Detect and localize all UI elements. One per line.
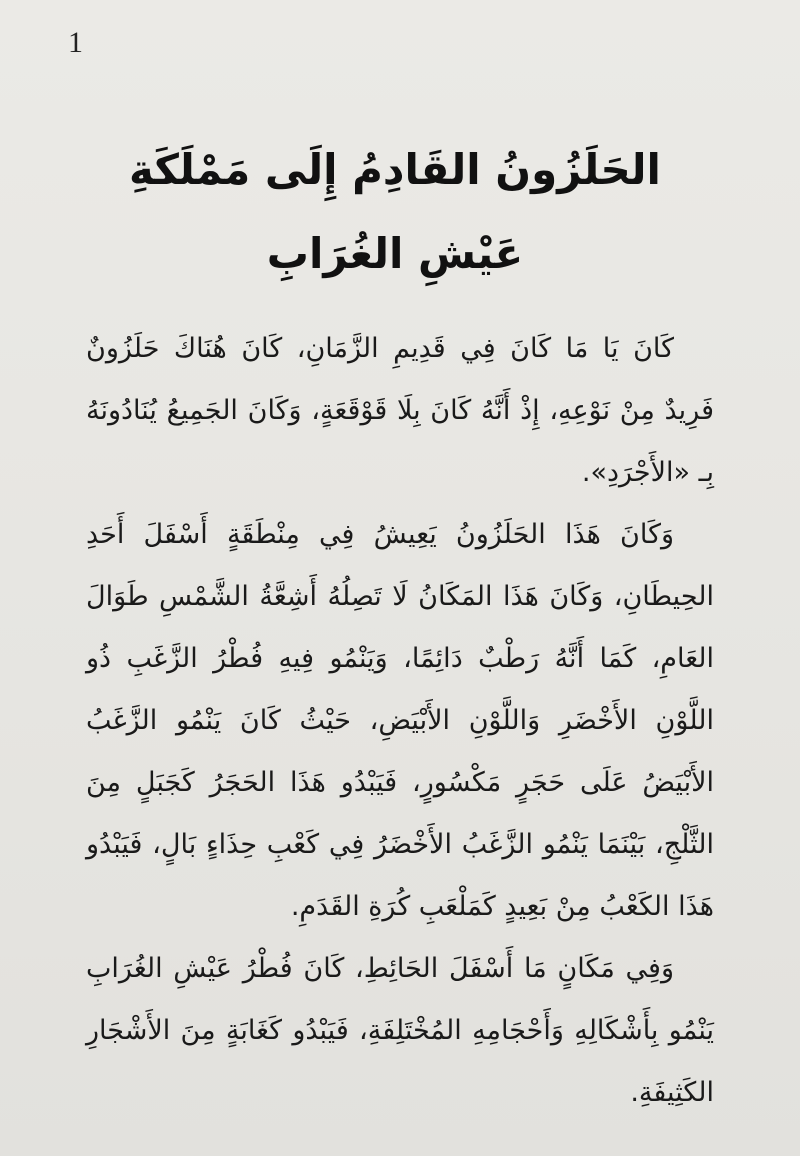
page-number: 1 bbox=[68, 26, 83, 59]
story-body bbox=[86, 318, 714, 1124]
paragraph-2: وَكَانَ هَذَا الحَلَزُونُ يَعِيشُ فِي مِنْطَقَةٍ أَسْفَلَ أَحَدِ الحِيطَانِ، وَكَانَ هَذَا المَكَانُ لَا تَصِلُهُ أَشِعَّةُ الشَّمْسِ طَوَالَ العَامِ، كَمَا أَنَّهُ رَطْبٌ دَائِمًا، وَيَنْمُو فِيهِ فُطْرُ الزَّغَبِ ذُو اللَّوْنِ الأَخْضَرِ وَاللَّوْنِ الأَبْيَضِ، حَيْثُ كَانَ يَنْمُو الزَّغَبُ الأَبْيَضُ عَلَى حَجَرٍ مَكْسُورٍ، فَيَبْدُو هَذَا الحَجَرُ كَجَبَلٍ مِنَ الثَّلْجِ، بَيْنَمَا يَنْمُو الزَّغَبُ الأَخْضَرُ فِي كَعْبِ حِذَاءٍ بَالٍ، فَيَبْدُو هَذَا الكَعْبُ مِنْ بَعِيدٍ كَمَلْعَبِ كُرَةِ القَدَمِ. bbox=[86, 519, 714, 922]
paragraph-1: كَانَ يَا مَا كَانَ فِي قَدِيمِ الزَّمَانِ، كَانَ هُنَاكَ حَلَزُونٌ فَرِيدٌ مِنْ نَوْعِهِ، إِذْ أَنَّهُ كَانَ بِلَا قَوْقَعَةٍ، وَكَانَ الجَمِيعُ يُنَادُونَهُ بِـ «الأَجْرَدِ». bbox=[86, 333, 714, 488]
paragraph-3: وَفِي مَكَانٍ مَا أَسْفَلَ الحَائِطِ، كَانَ فُطْرُ عَيْشِ الغُرَابِ يَنْمُو بِأَشْكَالِهِ وَأَحْجَامِهِ المُخْتَلِفَةِ، فَيَبْدُو كَغَابَةٍ مِنَ الأَشْجَارِ الكَثِيفَةِ. bbox=[86, 953, 714, 1108]
story-title: الحَلَزُونُ القَادِمُ إِلَى مَمْلَكَةِ عَيْشِ الغُرَابِ bbox=[129, 145, 661, 278]
